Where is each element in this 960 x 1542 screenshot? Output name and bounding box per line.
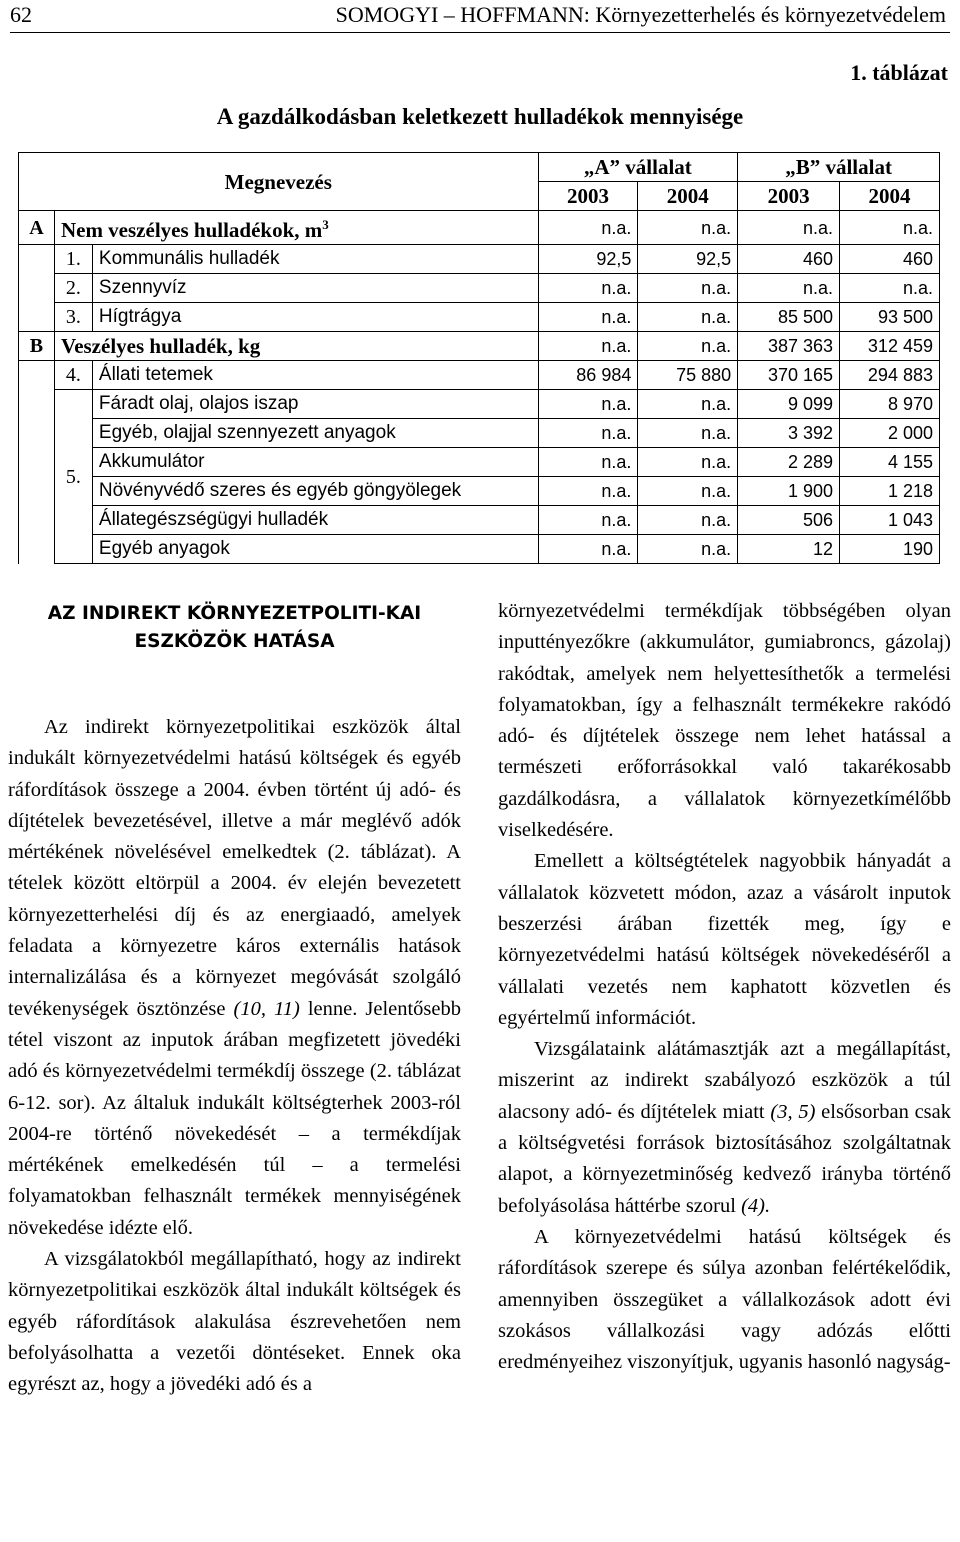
value-cell: 312 459 xyxy=(840,332,940,361)
value-cell: n.a. xyxy=(538,448,638,477)
value-cell: n.a. xyxy=(638,448,738,477)
header-company-a: „A” vállalat xyxy=(538,153,738,182)
table-row xyxy=(19,332,940,361)
header-megnevezes: Megnevezés xyxy=(19,153,539,211)
table-row xyxy=(19,361,940,390)
paragraph: Az indirekt környezetpolitikai eszközök által indukált környezetvédelmi hatású költségek és egyéb ráfordítások összege a 2004. évben történt új adó- és díjtételek bevezetésével, illetve a már meglévő adók mértékének növelésével emelkedtek (2. táblázat). A tételek között eltörpül a 2004. év elején bevezetett környezetterhelési díj és az energiaadó, amelyek feladata a környezetre káros externális hatások internalizálása és a környezet megóvását szolgáló tevékenységek ösztönzése (10, 11) lenne. Jelentősebb tétel viszont az inputok árában megfizetett jövedéki adó és környezetvédelmi termékdíj összege (2. táblázat 6-12. sor). Az általuk indukált költségterhek 2003-ról 2004-re történő növekedését – a termékdíjak mértékének emelkedésén túl – a termelési folyamatokban felhasznált termékek mennyiségének növekedése idézte elő. xyxy=(8,716,462,1239)
value-cell: n.a. xyxy=(638,506,738,535)
value-cell: n.a. xyxy=(538,274,638,303)
value-cell: n.a. xyxy=(538,390,638,419)
value-cell: n.a. xyxy=(738,274,840,303)
value-cell: 3 392 xyxy=(738,419,840,448)
value-cell: n.a. xyxy=(538,303,638,332)
value-cell: 93 500 xyxy=(840,303,940,332)
citation: (3, 5) xyxy=(770,1100,816,1123)
value-cell: 294 883 xyxy=(840,361,940,390)
paragraph: Vizsgálataink alátámasztják azt a megállapítást, miszerint az indirekt szabályozó eszközök a túl alacsony adó- és díjtételek miatt (3, 5) elsősorban csak a költségvetési források biztosításához szolgáltatnak alapot, a környezetminőség kedvező irányba történő befolyásolása háttérbe szorul (4). xyxy=(498,1038,952,1217)
header-year: 2004 xyxy=(840,182,940,211)
category-name: Nem veszélyes hulladékok, $m^3$ xyxy=(54,211,538,245)
section-letter xyxy=(19,390,55,419)
item-name: Kommunális hulladék xyxy=(92,245,538,274)
value-cell: 75 880 xyxy=(638,361,738,390)
item-name: Egyéb, olajjal szennyezett anyagok xyxy=(92,419,538,448)
item-name: Egyéb anyagok xyxy=(92,535,538,564)
value-cell: 4 155 xyxy=(840,448,940,477)
section-letter: B xyxy=(19,332,55,361)
table-label: 1. táblázat xyxy=(850,60,948,85)
right-column xyxy=(498,596,951,1378)
table-title: A gazdálkodásban keletkezett hulladékok mennyisége xyxy=(216,104,744,129)
value-cell: 8 970 xyxy=(840,390,940,419)
paragraph: környezetvédelmi termékdíjak többségében olyan inputtényezőkre (akkumulátor, gumiabroncs, gázolaj) rakódtak, amelyek nem helyettesíthetők a termelési folyamatokban, így a felhasznált termékekre rakódó adó- és díjtételek összege nem lehet hatással a természeti erőforrásokkal való takarékosabb gazdálkodásra, a vállalatok környezetkímélőbb viselkedésére. xyxy=(498,600,951,842)
table-row xyxy=(19,448,940,477)
value-cell: n.a. xyxy=(638,211,738,245)
left-column xyxy=(8,596,461,1401)
value-cell: n.a. xyxy=(840,211,940,245)
section-letter: A xyxy=(19,211,55,245)
paragraph: A vizsgálatokból megállapítható, hogy az indirekt környezetpolitikai eszközök által indukált költségek és egyéb ráfordítások alakulása észrevehetően nem befolyásolhatta a vezetői döntéseket. Ennek oka egyrészt az, hogy a jövedéki adó és a xyxy=(8,1248,461,1396)
value-cell: n.a. xyxy=(638,303,738,332)
value-cell: n.a. xyxy=(538,535,638,564)
value-cell: 1 900 xyxy=(738,477,840,506)
citation: (4). xyxy=(741,1194,771,1217)
value-cell: n.a. xyxy=(638,332,738,361)
header-year: 2004 xyxy=(638,182,738,211)
value-cell: 92,5 xyxy=(638,245,738,274)
value-cell: 86 984 xyxy=(538,361,638,390)
value-cell: n.a. xyxy=(638,274,738,303)
waste-table xyxy=(18,152,940,564)
item-name: Fáradt olaj, olajos iszap xyxy=(92,390,538,419)
value-cell: n.a. xyxy=(738,211,840,245)
citation: (10, 11) xyxy=(233,997,300,1020)
value-cell: 1 043 xyxy=(840,506,940,535)
value-cell: 387 363 xyxy=(738,332,840,361)
table-row xyxy=(19,390,940,419)
table-row xyxy=(19,274,940,303)
section-letter xyxy=(19,274,55,303)
page-number: 62 xyxy=(10,2,32,27)
value-cell: 506 xyxy=(738,506,840,535)
item-name: Szennyvíz xyxy=(92,274,538,303)
table-row xyxy=(19,506,940,535)
item-name: Növényvédő szeres és egyéb göngyölegek xyxy=(92,477,538,506)
category-name: Veszélyes hulladék, kg xyxy=(54,332,538,361)
table-row xyxy=(19,303,940,332)
section-letter xyxy=(19,303,55,332)
table-row xyxy=(19,535,940,564)
value-cell: 370 165 xyxy=(738,361,840,390)
value-cell: n.a. xyxy=(638,390,738,419)
value-cell: n.a. xyxy=(638,477,738,506)
value-cell: n.a. xyxy=(538,419,638,448)
section-letter xyxy=(19,245,55,274)
header-company-b: „B” vállalat xyxy=(738,153,940,182)
value-cell: 9 099 xyxy=(738,390,840,419)
header-year: 2003 xyxy=(738,182,840,211)
row-index: 4. xyxy=(54,361,92,390)
value-cell: 92,5 xyxy=(538,245,638,274)
value-cell: 190 xyxy=(840,535,940,564)
running-title: SOMOGYI – HOFFMANN: Környezetterhelés és környezetvédelem xyxy=(335,2,946,27)
value-cell: n.a. xyxy=(538,211,638,245)
section-heading: AZ INDIREKT KÖRNYEZETPOLITI-KAI ESZKÖZÖK HATÁSA xyxy=(47,603,422,652)
value-cell: 2 289 xyxy=(738,448,840,477)
value-cell: n.a. xyxy=(538,506,638,535)
item-name: Hígtrágya xyxy=(92,303,538,332)
row-index: 2. xyxy=(54,274,92,303)
value-cell: 85 500 xyxy=(738,303,840,332)
item-name: Állati tetemek xyxy=(92,361,538,390)
section-letter xyxy=(19,506,55,535)
value-cell: 460 xyxy=(840,245,940,274)
section-letter xyxy=(19,419,55,448)
paragraph: Emellett a költségtételek nagyobbik hányadát a vállalatok közvetett módon, azaz a vásárolt inputok beszerzési árában fizették meg, így e környezetvédelmi hatású költségek növekedéséről a vállalati vezetés nem kaphatott közvetlen és egyértelmű információt. xyxy=(498,850,951,1029)
section-letter xyxy=(19,448,55,477)
value-cell: n.a. xyxy=(538,332,638,361)
running-header xyxy=(10,0,950,33)
item-name: Akkumulátor xyxy=(92,448,538,477)
value-cell: 1 218 xyxy=(840,477,940,506)
group-index: 5. xyxy=(54,390,92,564)
row-index: 1. xyxy=(54,245,92,274)
section-letter xyxy=(19,361,55,390)
section-letter xyxy=(19,477,55,506)
table-row xyxy=(19,245,940,274)
value-cell: 2 000 xyxy=(840,419,940,448)
item-name: Állategészségügyi hulladék xyxy=(92,506,538,535)
value-cell: n.a. xyxy=(840,274,940,303)
paragraph: A környezetvédelmi hatású költségek és ráfordítások szerepe és súlya azonban felértékelődik, amennyiben összegüket a vállalkozások adott évi szokásos vállalkozási vagy adózás előtti eredményeihez viszonyítjuk, ugyanis hasonló nagyság- xyxy=(498,1225,951,1374)
section-letter xyxy=(19,535,55,564)
table-row xyxy=(19,419,940,448)
value-cell: 12 xyxy=(738,535,840,564)
header-year: 2003 xyxy=(538,182,638,211)
row-index: 3. xyxy=(54,303,92,332)
value-cell: n.a. xyxy=(638,419,738,448)
value-cell: 460 xyxy=(738,245,840,274)
table-row xyxy=(19,477,940,506)
value-cell: n.a. xyxy=(538,477,638,506)
value-cell: n.a. xyxy=(638,535,738,564)
table-row xyxy=(19,211,940,245)
